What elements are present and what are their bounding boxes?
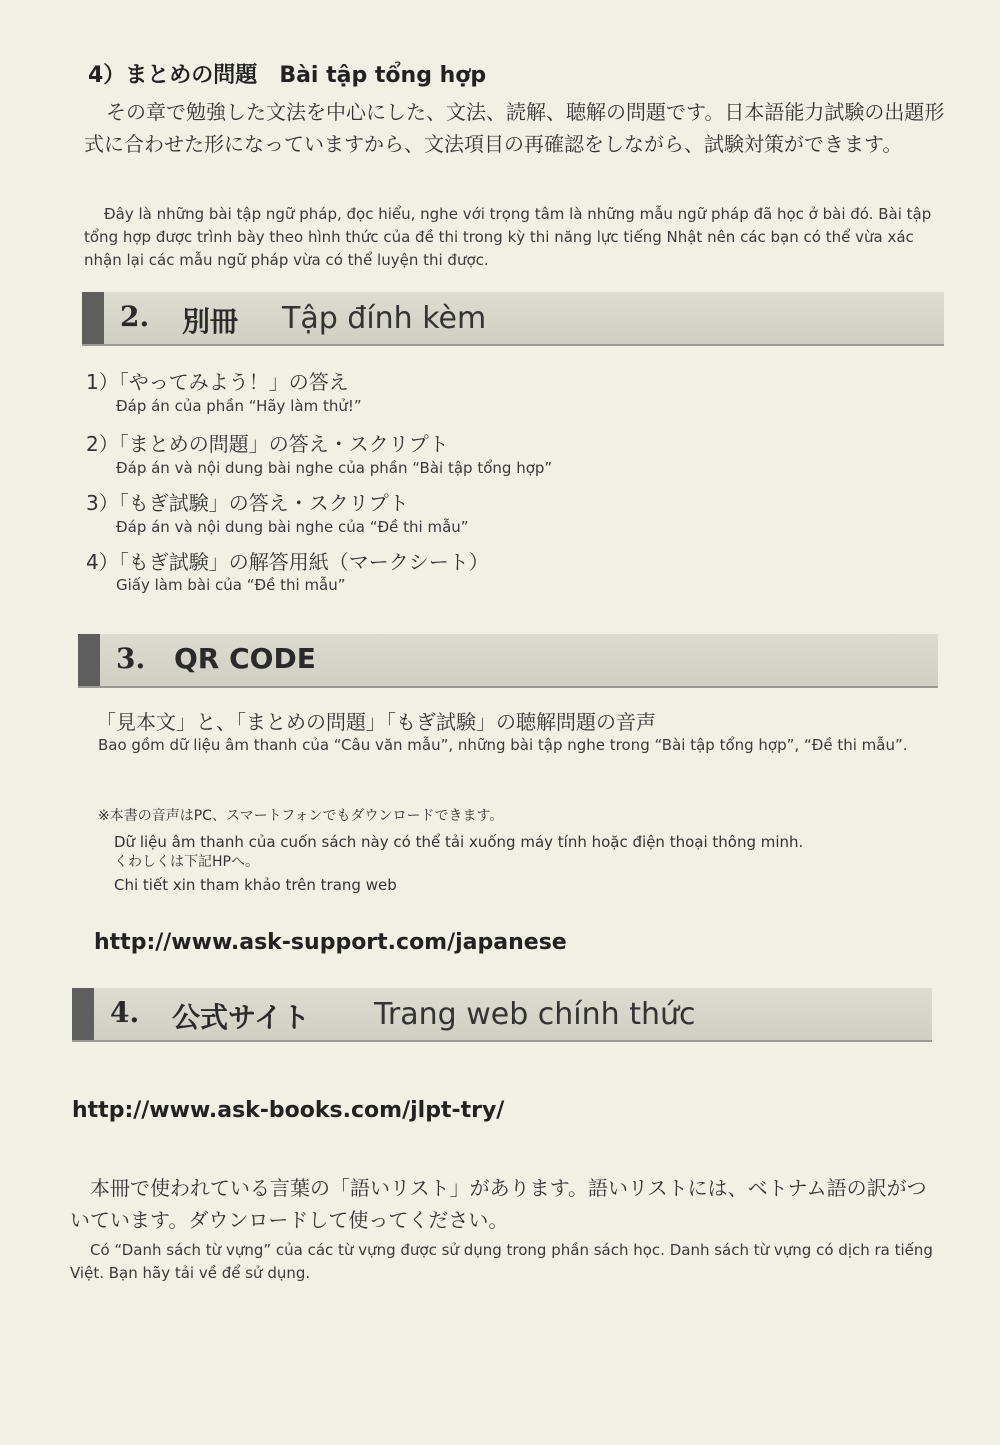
qr-content-vn: Bao gồm dữ liệu âm thanh của “Câu văn mẫu”, những bài tập nghe trong “Bài tập tổng hợp”, “Đề thi mẫu”. bbox=[98, 736, 908, 754]
list-item-vn: Giấy làm bài của “Đề thi mẫu” bbox=[116, 576, 346, 594]
subsection-heading-vn: Bài tập tổng hợp bbox=[279, 63, 487, 88]
note-vn: Chi tiết xin tham khảo trên trang web bbox=[114, 876, 397, 894]
subsection-heading-jp: 4）まとめの問題 bbox=[88, 63, 258, 88]
qr-content-jp: 「見本文」と、「まとめの問題」「もぎ試験」の聴解問題の音声 bbox=[96, 710, 656, 734]
section-bar bbox=[78, 634, 100, 686]
list-item-vn: Đáp án của phần “Hãy làm thử!” bbox=[116, 397, 362, 415]
section-3-header bbox=[78, 634, 938, 688]
list-item-jp: 1）「やってみよう！」の答え bbox=[86, 370, 349, 394]
support-url-link[interactable]: http://www.ask-support.com/japanese bbox=[94, 930, 567, 955]
official-site-url-link[interactable]: http://www.ask-books.com/jlpt-try/ bbox=[72, 1098, 505, 1123]
subsection-paragraph-vn: Đây là những bài tập ngữ pháp, đọc hiểu, nghe với trọng tâm là những mẫu ngữ pháp đã học ở bài đó. Bài tập tổng hợp được trình bày theo hình thức của đề thi trong kỳ thi năng lực tiếng Nhật nên các bạn có thể vừa xác nhận lại các mẫu ngữ pháp vừa có thể luyện thi được. bbox=[84, 205, 932, 269]
list-item-jp: 4）「もぎ試験」の解答用紙（マークシート） bbox=[86, 550, 489, 574]
section-number: 3. bbox=[116, 642, 146, 675]
section-bar bbox=[72, 988, 94, 1040]
section-4-header bbox=[72, 988, 932, 1042]
section-number: 4. bbox=[110, 996, 140, 1029]
note-jp: ※本書の音声はPC、スマートフォンでもダウンロードできます。 bbox=[98, 808, 504, 824]
subsection-heading bbox=[88, 58, 486, 89]
section-title-jp: 公式サイト bbox=[172, 1001, 311, 1034]
list-item-jp: 2）「まとめの問題」の答え・スクリプト bbox=[86, 432, 449, 456]
subsection-paragraph-jp: その章で勉強した文法を中心にした、文法、読解、聴解の問題です。日本語能力試験の出題形式に合わせた形になっていますから、文法項目の再確認をしながら、試験対策ができます。 bbox=[84, 100, 945, 156]
list-item-vn: Đáp án và nội dung bài nghe của “Đề thi mẫu” bbox=[116, 518, 469, 536]
section-2-header bbox=[82, 292, 944, 346]
section-title: QR CODE bbox=[174, 642, 316, 675]
vocab-list-paragraph-jp: 本冊で使われている言葉の「語いリスト」があります。語いリストには、ベトナム語の訳がついています。ダウンロードして使ってください。 bbox=[70, 1176, 927, 1232]
list-item-vn: Đáp án và nội dung bài nghe của phần “Bài tập tổng hợp” bbox=[116, 459, 553, 477]
note-vn: Dữ liệu âm thanh của cuốn sách này có thể tải xuống máy tính hoặc điện thoại thông minh. bbox=[114, 833, 804, 851]
section-bar bbox=[82, 292, 104, 344]
section-title-jp: 別冊 bbox=[182, 305, 239, 338]
vocab-list-paragraph-vn: Có “Danh sách từ vựng” của các từ vựng được sử dụng trong phần sách học. Danh sách từ vựng có dịch ra tiếng Việt. Bạn hãy tải về để sử dụng. bbox=[70, 1241, 933, 1282]
note-jp: くわしくは下記HPへ。 bbox=[114, 854, 259, 870]
section-number: 2. bbox=[120, 300, 150, 333]
list-item-jp: 3）「もぎ試験」の答え・スクリプト bbox=[86, 491, 409, 515]
section-title-vn: Tập đính kèm bbox=[282, 301, 487, 336]
section-title-vn: Trang web chính thức bbox=[374, 997, 696, 1032]
